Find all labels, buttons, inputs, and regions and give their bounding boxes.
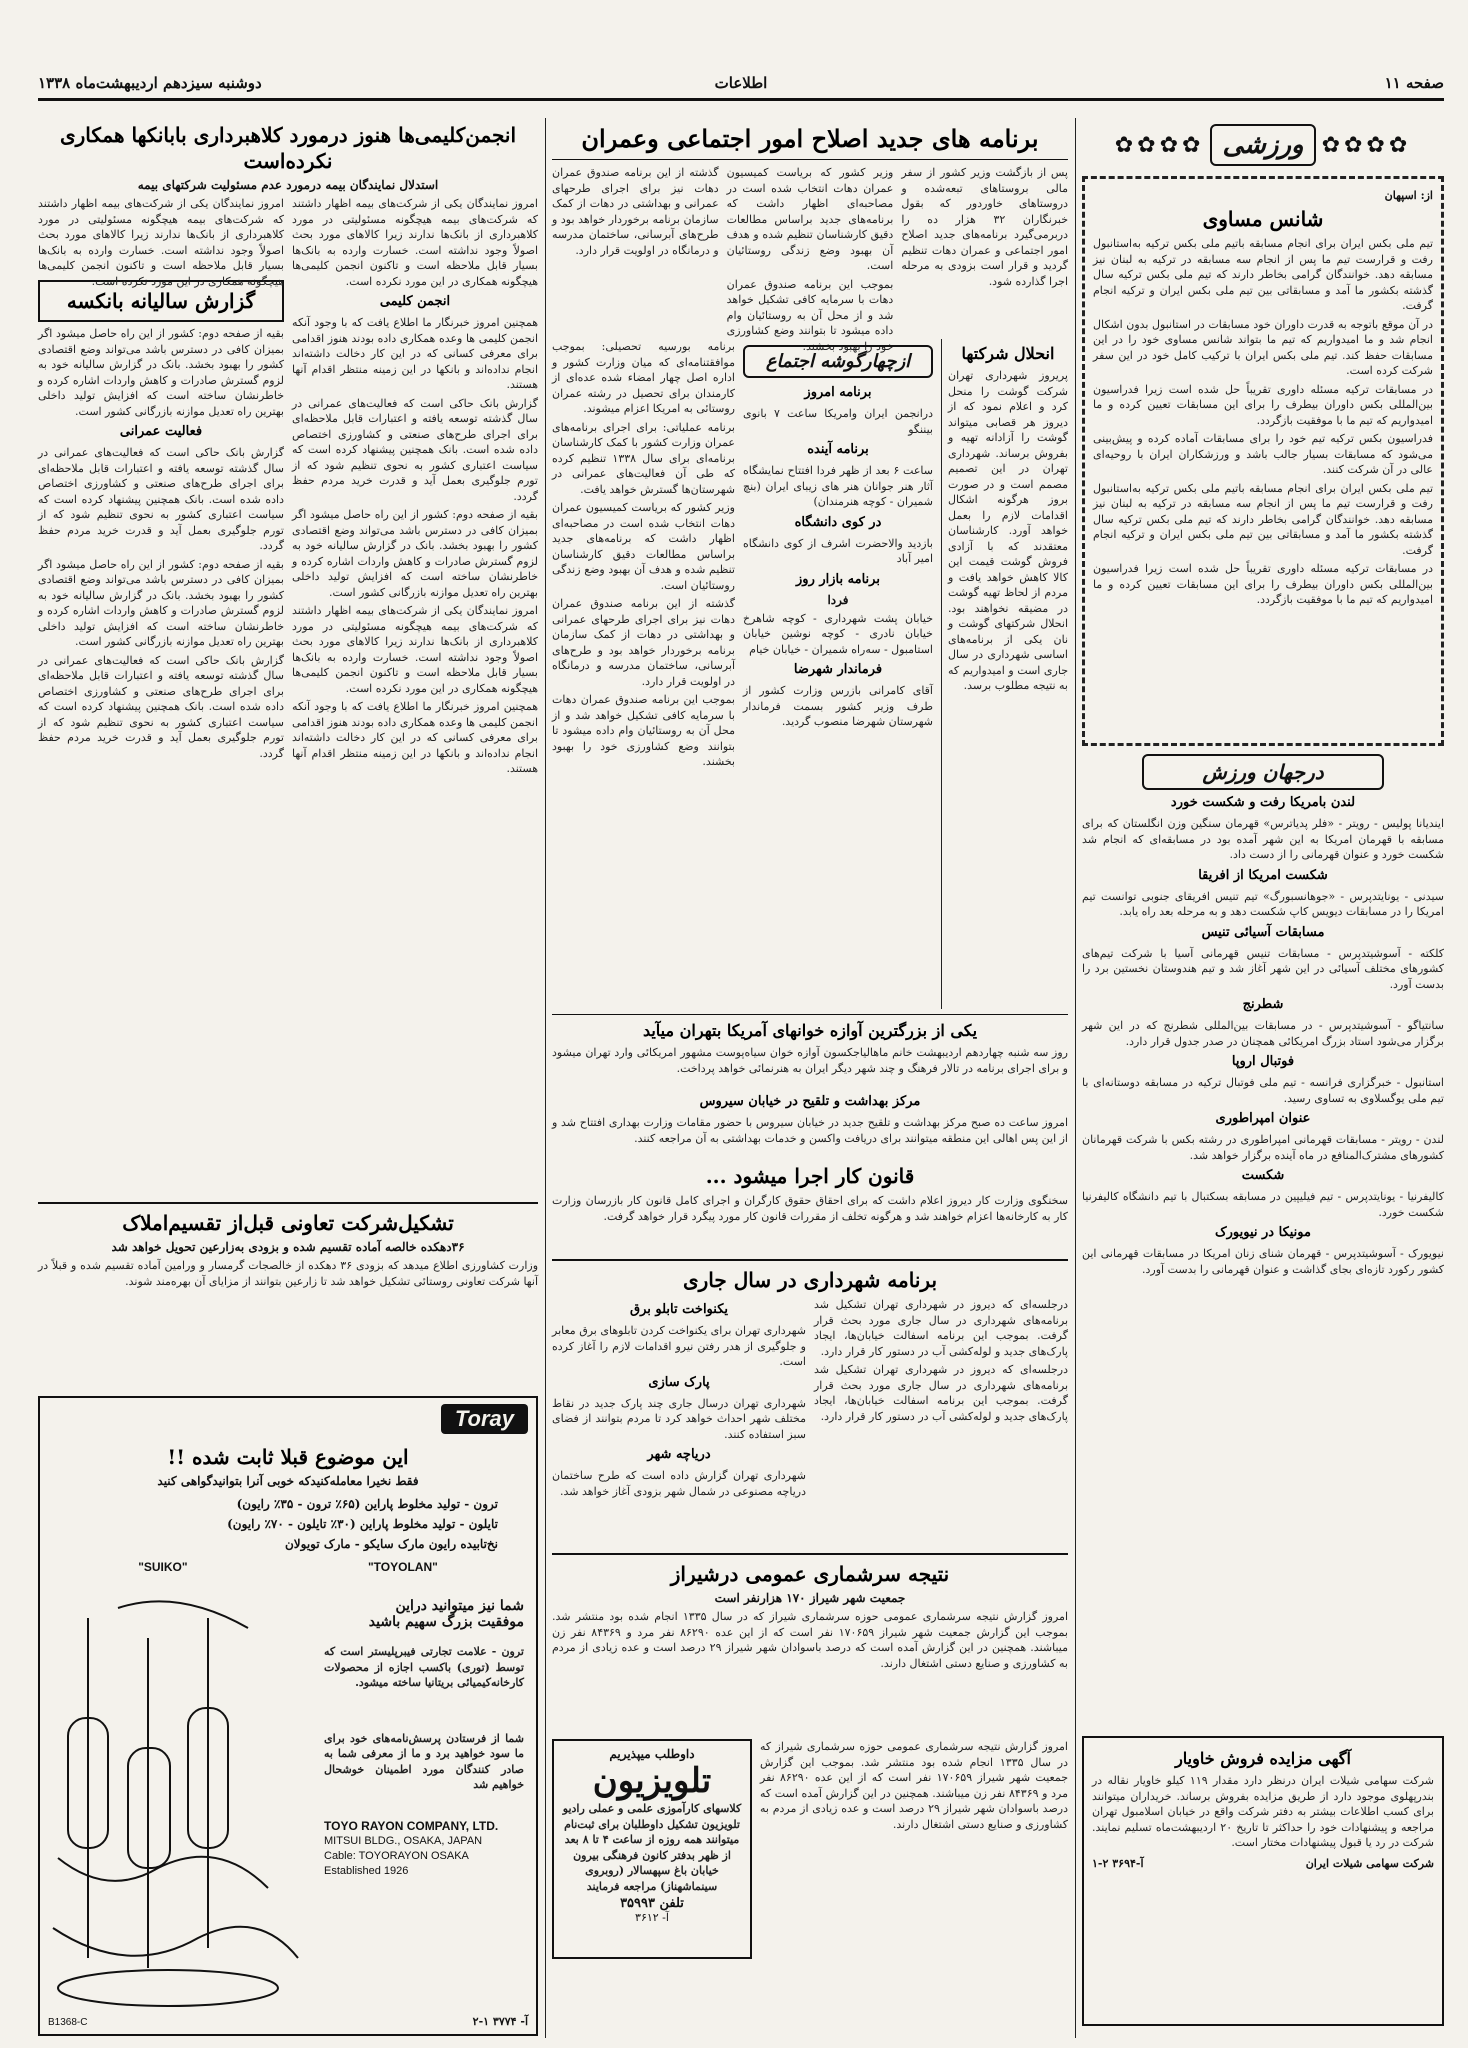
paragraph: گزارش بانک حاکی است که فعالیت‌های عمرانی در سال گذشته توسعه یافته و اعتبارات قابل ملاحظه‌ای برای اجرای طرح‌های صنعتی و کشاورزی اختصاص داده شده است. بانک همچنین پیشنهاد کرده است که سیاست اعتباری کشور به نحوی تنظیم شود که از تورم جلوگیری بعمل آید و قدرت خرید مردم حفظ گردد. [38,653,284,760]
world-heading: لندن بامریکا رفت و شکست خورد [1170,795,1356,810]
paragraph: ایندیانا پولیس - رویتر - «فلر پدیاترس» قهرمان سنگین وزن انگلستان که برای مسابقه با قهرمان امریکا به این شهر آمده بود در مسابقه‌ای که انجام شد شکست خورد و عنوان قهرمانی را از دست داد. [1082,817,1444,861]
bazaar-heading: برنامه بازار روز [796,571,880,587]
sports-story-body [1093,236,1433,608]
university-heading: در کوی دانشگاه [794,514,882,530]
coop-body: وزارت کشاورزی اطلاع میدهد که بزودی ۳۶ دهکده از خالصجات گرمسار و ورامین آماده تقسیم شده و قبلاً در آنها شرکت تعاونی روستائی تشکیل خواهد شد تا زارعین بتوانند از مزایای آن بهره‌مند شوند. [38,1259,539,1288]
toray-ref: آ- ۳۷۷۴ ۱-۲ [472,2015,528,2028]
labor-headline: قانون کار اجرا میشود ... [705,1164,915,1188]
jewish-assoc-sub2: انجمن کلیمی [379,294,451,309]
shahreza-heading: فرماندار شهرضا [793,662,883,677]
paragraph: امروز گزارش نتیجه سرشماری عمومی حوزه سرشماری شیراز که در سال ۱۳۳۵ انجام شده بود منتشر شد. بموجب این گزارش جمعیت شهر شیراز ۱۷۰۶۵۹ نفر است که از این عده ۸۶۲۹۰ نفر مرد و ۸۴۳۶۹ نفر زن میباشند. همچنین در این گزارش آمده است که درصد باسوادان شهر شیراز ۲۹ درصد است و عده زیادی از مردم به کشاورزی و صنایع دستی اشتغال دارند. [760,1740,1069,1831]
paragraph: لندن - رویتر - مسابقات قهرمانی امپراطوری در رشته بکس با شرکت قهرمانان کشورهای مشترک‌المنافع در ماه آینده برگزار خواهد شد. [1082,1133,1444,1162]
municipal-col [814,1297,1068,1547]
paragraph: امروز نمایندگان یکی از شرکت‌های بیمه اظهار داشتند که شرکت‌های بیمه هیچگونه مسئولیتی در مورد کلاهبرداری از بانک‌ها ندارند زیرا کالاهای مورد بحث اصولاً وجود نداشته است. خسارت وارده به بانک‌ها بسیار قابل ملاحظه است و تاکنون انجمن کلیمی‌ها هیچگونه همکاری در این مورد نکرده است. [292,197,538,288]
paragraph: گزارش بانک حاکی است که فعالیت‌های عمرانی در سال گذشته توسعه یافته و اعتبارات قابل ملاحظه‌ای برای اجرای طرح‌های صنعتی و کشاورزی اختصاص داده شده است. بانک همچنین پیشنهاد کرده است که سیاست اعتباری کشور به نحوی تنظیم شود که از تورم جلوگیری بعمل آید و قدرت خرید مردم حفظ گردد. [38,446,284,552]
paragraph: در آن موقع باتوجه به قدرت داوران خود مسابقات در استانبول بدون اشکال انجام شد و ما امیدواریم که تیم ما بتواند شانس مساوی خود را در این مسابقات حفظ کند. تیم ملی بکس ایران با ترکیب کامل خود در این سفر شرکت کرده است. [1093,317,1433,377]
health-headline: مرکز بهداشت و تلقیح در خیابان سیروس [699,1094,921,1109]
paragraph: بموجب این برنامه صندوق عمران دهات با سرمایه کافی تشکیل خواهد شد و از محل آن به روستائیان وام داده میشود تا بتوانند وضع کشاورزی خود را بهبود بخشند. [552,693,735,768]
world-heading: شکست امریکا از افریقا [1198,867,1328,883]
world-heading: فوتبال اروپا [1231,1054,1295,1069]
municipal-headline: برنامه شهرداری در سال جاری [682,1268,938,1292]
toray-cable: Cable: TOYORAYON OSAKA [324,1849,469,1862]
toray-line: تایلون - تولید مخلوط پاراین (۳۰٪ تایلون - ۷۰٪ رایون) [227,1517,498,1531]
paragraph: بموجب این برنامه صندوق عمران دهات با سرمایه کافی تشکیل خواهد شد و از محل آن به روستائیان وام داده میشود تا بتوانند وضع کشاورزی خود را بهبود بخشند. [726,277,894,353]
paragraph: در مسابقات ترکیه مسئله داوری تقریباً حل شده است زیرا فدراسیون بین‌المللی بکس داوران بیطرف را برای این مسابقات تعیین کرده و ما امیدواریم که تیم ما با موفقیت بازگردد. [1093,562,1433,606]
toray-sub: فقط نخیرا معامله‌کنیدکه خوبی آنرا بتوانیدگواهی کنید [157,1474,419,1488]
page-number: صفحه ۱۱ [1384,74,1444,92]
bank-report-col [38,196,284,1196]
flower-ornament: ✿✿✿✿ [1321,132,1412,158]
paragraph: شهرداری تهران گزارش داده است که طرح ساختمان دریاچه مصنوعی در شمال شهر بزودی آغاز خواهد شد. [552,1469,806,1498]
paragraph: برنامه عملیاتی: برای اجرای برنامه‌های عمران وزارت کشور با کمک کارشناسان برنامه‌ای برای سال ۱۳۳۸ تنظیم کرده که طی آن فعالیت‌های عمرانی در شهرستان‌ها گسترش خواهد یافت. [552,420,735,496]
world-heading: شکست [1241,1168,1285,1183]
reform-col [552,165,719,335]
column-rule [1075,118,1076,2038]
paragraph: کلکته - آسوشیتدپرس - مسابقات تنیس قهرمانی آسیا با شرکت تیم‌های کشورهای مختلف آسیائی در این شهر آغاز شد و تیم هندوستان نخستین برد را بدست آورد. [1082,946,1444,991]
tv-ad-ref: آ- ۳۶۱۲ [635,1911,669,1924]
paragraph: سیدنی - یونایتدپرس - «جوهانسبورگ» تیم تنیس افریقای جنوبی توانست تیم امریکا را در مسابقات دیویس کاپ شکست دهد و به مرحله بعد راه یابد. [1082,889,1444,918]
column-rule [545,118,546,2038]
paragraph: شهرداری تهران برای یکنواخت کردن تابلوهای برق معابر و جلوگیری از هدر رفتن نیرو اقدامات لازم را آغاز کرده است. [552,1324,806,1368]
bank-report-headline: گزارش سالیانه بانکسه [66,289,256,313]
paragraph: درجلسه‌ای که دیروز در شهرداری تهران تشکیل شد برنامه‌های شهرداری در سال جاری مورد بحث قرار گرفت. بموجب این برنامه اسفالت خیابان‌ها، ایجاد پارک‌های جدید و لوله‌کشی آب در دستور کار قرار دارد. [814,1298,1068,1358]
census-body: امروز گزارش نتیجه سرشماری عمومی حوزه سرشماری شیراز که در سال ۱۳۳۵ انجام شده بود منتشر شد. بموجب این گزارش جمعیت شهر شیراز ۱۷۰۶۵۹ نفر است که از این عده ۸۶۲۹۰ نفر مرد و ۸۴۳۶۹ نفر زن میباشند. همچنین در این گزارش آمده است که درصد باسوادان شهر شیراز ۲۹ درصد است و عده زیادی از مردم به کشاورزی و صنایع دستی اشتغال دارند. [552,1610,1069,1670]
paragraph: پس از بازگشت وزیر کشور از سفر مالی بروستاهای تبعه‌شده و دروستاهای خاوردور که بقول خبرنگاران ۳۲ هزار ده را دربرمی‌گیرد برنامه‌های جدید اصلاح امور اجتماعی و عمران دهات تنظیم گردید و قرار است بزودی به مرحله اجرا گذارده شود. [901,166,1068,288]
paragraph: استانبول - خبرگزاری فرانسه - تیم ملی فوتبال ترکیه در مسابقه دوستانه‌ای با تیم ملی یوگسلاوی به تساوی رسید. [1082,1076,1444,1105]
paragraph: نیویورک - آسوشیتدپرس - قهرمان شنای زنان امریکا در مسابقات قهرمانی این کشور رکورد تازه‌ای بجای گذاشت و عنوان قهرمانی را بدست آورد. [1082,1247,1444,1276]
paragraph: همچنین امروز خبرنگار ما اطلاع یافت که با وجود آنکه انجمن کلیمی ها وعده همکاری داده بودند هنوز اقدامی برای معرفی کسانی که در این کار دخالت داشته‌اند انجام نداده‌اند و بانکها در این زمینه منتظر اقدام آنها هستند. [292,316,538,391]
sports-column [1082,118,1444,2038]
toray-line: ترون - تولید مخلوط پاراین (۶۵٪ ترون - ۳۵٪ رایون) [236,1497,498,1511]
world-sports-body [1082,794,1444,1754]
paragraph: گذشته از این برنامه صندوق عمران دهات نیز برای اجرای طرحهای عمرانی و بهداشتی در دهات از کمک سازمان برنامه برخوردار خواهد بود و طرح‌های آبرسانی، ساختمان مدرسه و درمانگاه در اولویت قرار دارد. [551,166,719,257]
caviar-auction-ad [1082,1736,1444,2026]
suiko-label: "SUIKO" [138,1560,188,1574]
labor-body: سخنگوی وزارت کار دیروز اعلام داشت که برای احقاق حقوق کارگران و اجرای کامل قانون کار بازرسان وزارت کار به کارخانه‌ها اعزام خواهند شد و هرگونه تخلف از مقررات قانون کار مورد پیگرد قرار خواهد گرفت. [552,1194,1068,1223]
census-body-continued [760,1739,1068,1959]
toray-line: نخ‌تابیده رایون مارک سایکو - مارک تویولان [284,1537,498,1551]
paragraph: وزیر کشور که بریاست کمیسیون عمران دهات انتخاب شده است در مصاحبه‌ای اظهار داشت که برنامه‌های جدید براساس مطالعات دقیق کارشناسان تنظیم شده و هدف آن بهبود وضع زندگی روستائیان است. [552,501,735,592]
program-future-heading: برنامه آینده [807,442,869,457]
census-subheading: جمعیت شهر شیراز ۱۷۰ هزارنفر است [714,1591,906,1605]
jewish-assoc-col [292,196,538,1196]
paragraph: امروز نمایندگان یکی از شرکت‌های بیمه اظهار داشتند که شرکت‌های بیمه هیچگونه مسئولیتی در مورد کلاهبرداری از بانک‌ها ندارند زیرا کالاهای مورد بحث اصولاً وجود نداشته است. خسارت وارده به بانک‌ها بسیار قابل ملاحظه است و تاکنون انجمن کلیمی‌ها هیچگونه همکاری در این مورد نکرده است. [292,604,538,695]
program-future-body: ساعت ۶ بعد از ظهر فردا افتتاح نمایشگاه آثار هنر جوانان هنر های زیبای ایران (بنچ شمیران - کوچه هنرمندان) [743,464,933,508]
jewish-assoc-headline: انجمن‌کلیمی‌ها هنوز درمورد کلاهبرداری بابانکها همکاری نکرده‌است [59,123,517,173]
world-heading: شطرنج [1242,997,1284,1012]
singer-headline: یکی از بزرگترین آوازه خوانهای آمریکا بتهران میآید [642,1021,978,1040]
university-body: بازدید والاحضرت اشرف از کوی دانشگاه امیر آباد [743,536,933,565]
tv-ad-top: داوطلب میپذیریم [609,1747,695,1761]
paragraph: فدراسیون بکس ترکیه تیم خود را برای مسابقات آماده کرده و پیش‌بینی می‌شود که مسابقات بسیار جالب باشد و ورزشکاران ایران با روحیه‌ای عالی در آن شرکت کنند. [1093,432,1433,476]
toray-ad [38,1396,538,2036]
sports-story-box [1082,176,1444,746]
world-sports-title: درجهان ورزش [1142,754,1383,790]
paragraph: درجلسه‌ای که دیروز در شهرداری تهران تشکیل شد برنامه‌های شهرداری در سال جاری مورد بحث قرار گرفت. بموجب این برنامه اسفالت خیابان‌ها، ایجاد پارک‌های جدید و لوله‌کشی آب در دستور کار قرار دارد. [814,1363,1068,1423]
paragraph: تیم ملی بکس ایران برای انجام مسابقه باتیم ملی بکس ترکیه به‌استانبول رفت و قرارست تیم ما پس از انجام سه مسابقه در ترکیه به لبنان نیز مسابقه دهد. خوانندگان گرامی بخاطر دارند که تیم ملی بکس ترکیه سال گذشته بکشور ما آمد و مسابقاتی بین تیم ملی بکس ایران و ترکیه انجام گرفت. [1093,237,1433,312]
toray-logo: Toray [441,1404,528,1434]
auction-body: شرکت سهامی شیلات ایران درنظر دارد مقدار ۱۱۹ کیلو خاویار نقاله در بندرپهلوی موجود دارد از طریق مزایده بفروش برساند. خریداران میتوانند برای کسب اطلاعات بیشتر به دفتر شرکت واقع در خیابان اسلامبول تهران مراجعه و پیشنهادات خود را حداکثر تا تاریخ ۲۰ اردیبهشت‌ماه تسلیم نمایند. شرکت در رد یا قبول پیشنهادات مختار است. [1092,1774,1435,1849]
reform-headline: برنامه های جدید اصلاح امور اجتماعی وعمران [581,124,1039,153]
paragraph: کالیفرنیا - یونایتدپرس - تیم فیلیپین در مسابقه بسکتبال با تیم دانشگاه کالیفرنیا شکست خورد. [1082,1190,1444,1219]
paragraph: گزارش بانک حاکی است که فعالیت‌های عمرانی در سال گذشته توسعه یافته و اعتبارات قابل ملاحظه‌ای برای اجرای طرح‌های صنعتی و کشاورزی اختصاص داده شده است. بانک همچنین پیشنهاد کرده است که سیاست اعتباری کشور به نحوی تنظیم شود که از تورم جلوگیری بعمل آید و قدرت خرید مردم حفظ گردد. [292,396,538,503]
paragraph: امروز نمایندگان یکی از شرکت‌های بیمه اظهار داشتند که شرکت‌های بیمه هیچگونه مسئولیتی در مورد کلاهبرداری از بانک‌ها ندارند زیرا کالاهای مورد بحث اصولاً وجود نداشته است. خسارت وارده به بانک‌ها بسیار قابل ملاحظه است و تاکنون انجمن کلیمی‌ها هیچگونه همکاری در این مورد نکرده است. [38,197,284,288]
dissolution-column [941,339,1068,1009]
coop-sub: ۳۶دهکده خالصه آماده تقسیم شده و بزودی به‌زارعین تحویل خواهد شد [111,1240,465,1254]
reform-col [901,165,1068,335]
paragraph: تیم ملی بکس ایران برای انجام مسابقه باتیم ملی بکس ترکیه به‌استانبول رفت و قرارست تیم ما پس از انجام سه مسابقه در ترکیه به لبنان نیز مسابقه دهد. خوانندگان گرامی بخاطر دارند که تیم ملی بکس ترکیه سال گذشته بکشور ما آمد و مسابقاتی بین تیم ملی بکس ایران و ترکیه انجام گرفت. [1093,481,1433,557]
toyolan-label: "TOYOLAN" [367,1560,438,1574]
paragraph: شهرداری تهران درسال جاری چند پارک جدید در نقاط مختلف شهر احداث خواهد کرد تا مردم بتوانند از فضای سبز استفاده کنند. [552,1396,806,1441]
paragraph: در مسابقات ترکیه مسئله داوری تقریباً حل شده است زیرا فدراسیون بین‌المللی بکس داوران بیطرف را برای این مسابقات تعیین کرده و ما امیدواریم که تیم ما با موفقیت بازگردد. [1093,382,1433,427]
tv-ad-phone: تلفن ۳۵۹۹۳ [620,1896,684,1911]
program-today-heading: برنامه امروز [804,385,872,400]
bazaar-day: فردا [827,592,849,607]
sports-story-title: شانس مساوی [1202,207,1324,231]
center-column [552,118,1068,2038]
health-body: امروز ساعت ده صبح مرکز بهداشت و تلقیح جدید در خیابان سیروس با حضور مقامات وزارت بهداری افتتاح شد و از این پس اهالی این منطقه میتوانند برای دریافت واکسن و خدمات بهداشتی به آن مراجعه کنند. [552,1116,1068,1145]
dissolution-title: انحلال شرکتها [961,344,1055,363]
world-heading: مسابقات آسیائی تنیس [1201,924,1325,940]
toray-contact-note: شما از فرستادن پرسش‌نامه‌های خود برای ما سود خواهید برد و ما از معرفی شما به صادر کنندگان مورد اطمینان خوشحال خواهیم شد [324,1731,524,1791]
auction-ref: آ-۳۶۹۴ ۲-۱ [1092,1856,1144,1870]
toray-headline: این موضوع قبلا ثابت شده !! [167,1445,409,1469]
paragraph: بقیه از صفحه دوم: کشور از این راه حاصل میشود اگر بمیزان کافی در دسترس باشد می‌تواند وضع اقتصادی کشور را بهبود بخشد. بانک در گزارش سالیانه خود به لزوم گسترش صادرات و کاهش واردات اشاره کرده و خاطرنشان ساخته است که افزایش تولید داخلی بهترین راه تعدیل موازنه بازرگانی کشور است. [38,557,284,648]
paragraph: برنامه بورسیه تحصیلی: بموجب موافقتنامه‌ای که میان وزارت کشور و اداره اصل چهار امضاء شده عده‌ای از کارمندان برای تحصیل در رشته عمران روستائی به امریکا اعزام میشوند. [552,340,735,415]
toray-company: TOYO RAYON COMPANY, LTD. [324,1818,499,1833]
paragraph: سانتیاگو - آسوشیتدپرس - در مسابقات بین‌المللی شطرنج که در این شهر برگزار می‌شود استاد بزرگ امریکائی همچنان در صدر جدول قرار دارد. [1082,1019,1444,1048]
municipal-col [552,1297,806,1547]
auction-title: آگهی مزایده فروش خاویار [1175,1749,1351,1768]
bazaar-body: خیابان پشت شهرداری - کوچه شاهرخ خیابان نادری - کوچه نوشین خیابان استامبول - سه‌راه شمیران - خیابان خیام [743,611,933,656]
tv-ad-body: کلاسهای کارآموزی علمی و عملی رادیو تلویزیون تشکیل داوطلبان برای ثبت‌نام میتوانند همه روزه از ساعت ۴ تا ۸ بعد از ظهر بدفتر کانون فرهنگی بیرون خیابان باغ سپهسالار (روبروی سینماشهناز) مراجعه فرمایند [562,1802,742,1893]
flower-ornament: ✿✿✿✿ [1114,132,1205,158]
coop-headline: تشکیل‌شرکت تعاونی قبل‌از تقسیم‌املاک [122,1211,454,1235]
reform-continued [552,339,735,1009]
paragraph: گذشته از این برنامه صندوق عمران دهات نیز برای اجرای طرحهای عمرانی و بهداشتی در دهات از کمک سازمان برنامه برخوردار خواهد بود و طرح‌های آبرسانی، ساختمان مدرسه و درمانگاه در اولویت قرار دارد. [552,597,735,688]
world-heading: عنوان امپراطوری [1215,1111,1311,1126]
paper-name: اطلاعات [714,74,768,92]
municipal-sub: پارک سازی [648,1374,710,1390]
dissolution-body: پریروز شهرداری تهران شرکت گوشت را منحل کرد و اعلام نمود که از دیروز هر قصابی میتواند گوشت را آزادانه تهیه و بفروش برساند. شهرداری تهران در این تصمیم مصمم است و در صورت بروز هرگونه اشکال اقدامات لازم را بعمل خواهد آورد. کارشناسان معتقدند که با آزادی فروش گوشت قیمت این کالا کاهش خواهد یافت و مردم از لحاظ تهیه گوشت در مضیقه نخواهند بود. انحلال شرکتهای گوشت و نان یکی از برنامه‌های اساسی شهرداری در سال جاری است و امیدواریم که به نتیجه مطلوب برسد. [948,369,1068,692]
toray-established: Established 1926 [324,1864,409,1877]
world-heading: مونیکا در نیویورک [1215,1225,1311,1240]
paragraph: بقیه از صفحه دوم: کشور از این راه حاصل میشود اگر بمیزان کافی در دسترس باشد می‌تواند وضع اقتصادی کشور را بهبود بخشد. بانک در گزارش سالیانه خود به لزوم گسترش صادرات و کاهش واردات اشاره کرده و خاطرنشان ساخته است که افزایش تولید داخلی بهترین راه تعدیل موازنه بازرگانی کشور است. [292,508,538,599]
sports-section-title: ورزشی [1210,124,1315,166]
left-column [38,118,538,2038]
paragraph: وزیر کشور که بریاست کمیسیون عمران دهات انتخاب شده است در مصاحبه‌ای اظهار داشت که برنامه‌های جدید براساس مطالعات دقیق کارشناسان تنظیم شده و هدف آن بهبود وضع زندگی روستائیان است. [726,166,894,272]
shahreza-body: آقای کامرانی بازرس وزارت کشور از طرف وزیر کشور بسمت فرماندار شهرستان شهرضا منصوب گردید. [743,684,933,728]
issue-date: دوشنبه سیزدهم اردیبهشت‌ماه ۱۳۳۸ [38,74,262,92]
program-today-body: درانجمن ایران وامریکا ساعت ۷ بانوی بیننگو [743,407,933,436]
sports-byline: از: اسپهان [1384,189,1433,202]
tv-course-ad [552,1739,752,1959]
gathering-column [743,339,933,1009]
spools-illustration [48,1598,308,2018]
toray-slogan: موفقیت بزرگ سهیم باشید [368,1614,524,1630]
municipal-sub: دریاچه شهر [647,1447,711,1462]
toray-address: MITSUI BLDG., OSAKA, JAPAN [324,1834,483,1847]
census-headline: نتیجه سرشماری عمومی درشیراز [670,1562,950,1586]
toray-slogan: شما نیز میتوانید دراین [395,1598,524,1614]
municipal-sub: یکنواخت تابلو برق [630,1302,728,1317]
auction-signature: شرکت سهامی شیلات ایران [1305,1856,1434,1870]
singer-body: روز سه شنبه چهاردهم اردیبهشت خانم ماهالیاجکسون آوازه خوان سیاه‌پوست مشهور امریکائی وارد تهران میشود و برای اجرای برنامه در تالار فرهنگ و چند شهر دیگر ایران به هنرنمائی خواهد پرداخت. [552,1046,1068,1075]
paragraph: همچنین امروز خبرنگار ما اطلاع یافت که با وجود آنکه انجمن کلیمی ها وعده همکاری داده بودند هنوز اقدامی برای معرفی کسانی که در این کار دخالت داشته‌اند انجام نداده‌اند و بانکها در این زمینه منتظر اقدام آنها هستند. [292,700,538,775]
reform-col [726,165,894,353]
toray-code: B1368-C [48,2017,88,2028]
paragraph: بقیه از صفحه دوم: کشور از این راه حاصل میشود اگر بمیزان کافی در دسترس باشد می‌تواند وضع اقتصادی کشور را بهبود بخشد. بانک در گزارش سالیانه خود به لزوم گسترش صادرات و کاهش واردات اشاره کرده و خاطرنشان ساخته است که افزایش تولید داخلی بهترین راه تعدیل موازنه بازرگانی کشور است. [38,327,284,418]
bank-report-sub: فعالیت عمرانی [119,424,203,439]
tv-ad-title: تلویزیون [592,1761,712,1801]
toray-trademark-note: ترون - علامت تجارتی فیبرپلیستر است که توسط (توری) باکسب اجازه از محصولات کارخانه‌کیمیائی بریتانیا ساخته میشود. [324,1645,524,1689]
gathering-title: ازچهارگوشه اجتماع [743,345,933,378]
jewish-assoc-sub: استدلال نمایندگان بیمه درمورد عدم مسئولیت شرکتهای بیمه [137,178,439,192]
masthead [38,72,1444,101]
